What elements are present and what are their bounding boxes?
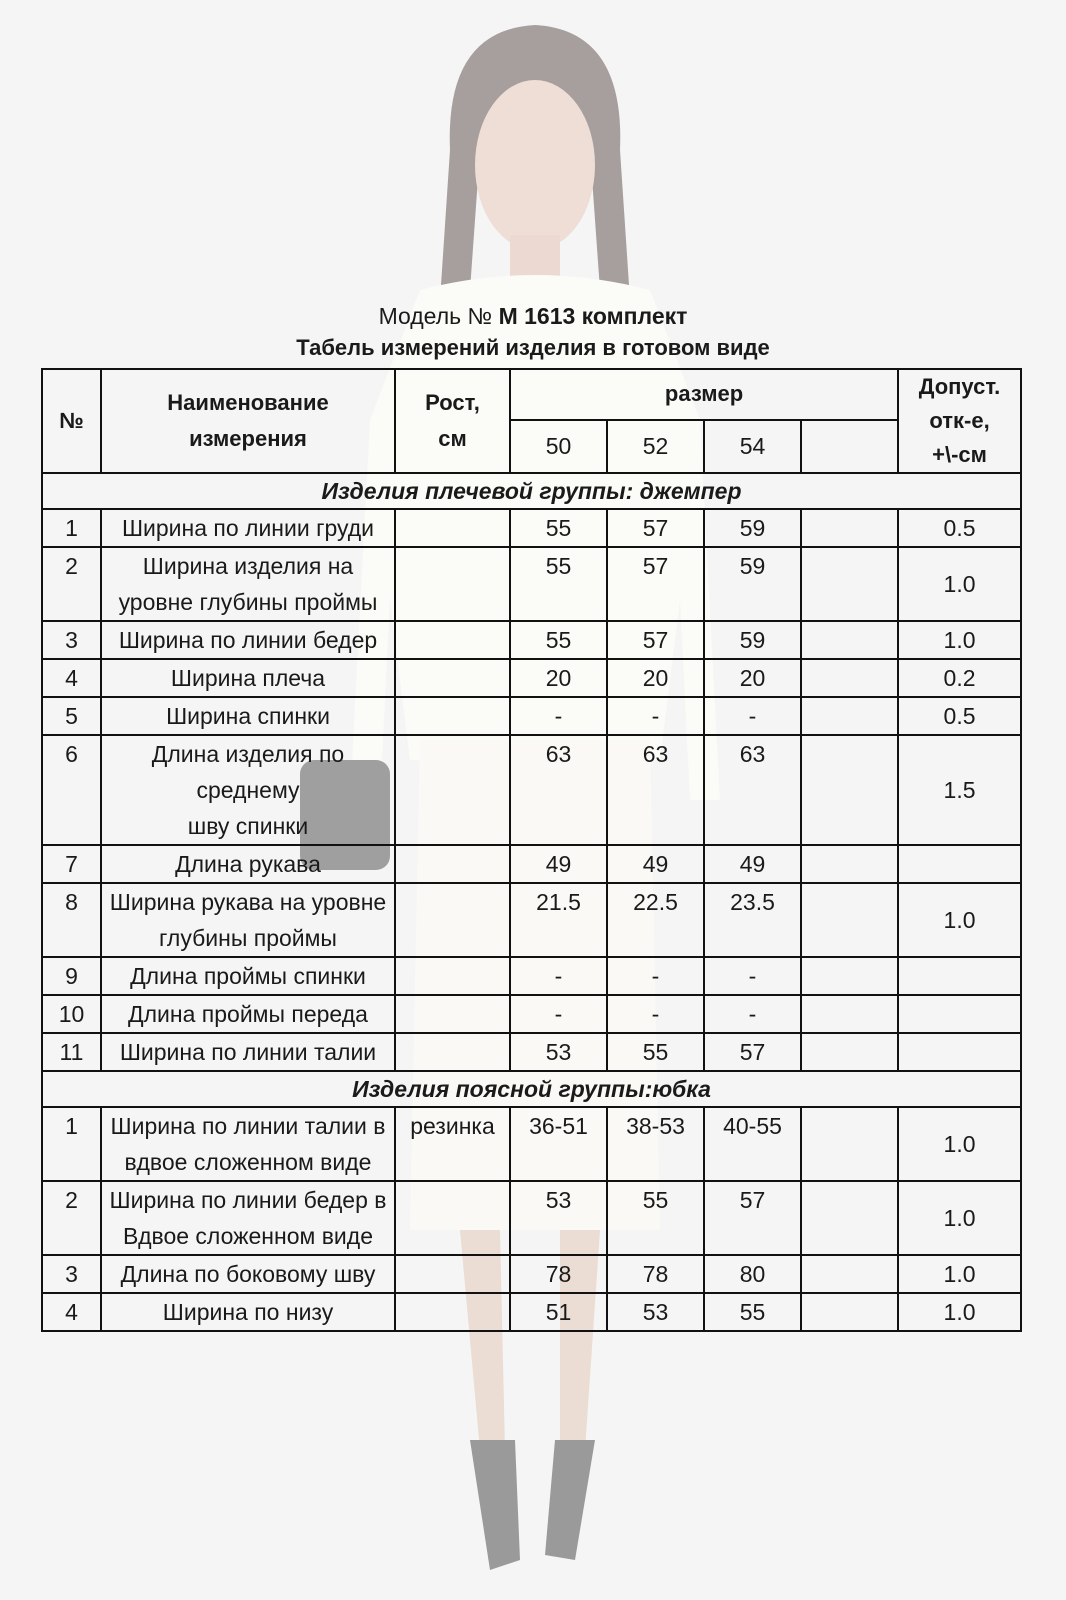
measurement-name — [101, 1255, 395, 1293]
value-size-50: 49 — [510, 845, 607, 883]
value-size-54: 57 — [704, 1181, 801, 1255]
value-size-54: 57 — [704, 1033, 801, 1071]
measurement-name — [101, 509, 395, 547]
height-value — [395, 1255, 510, 1293]
measurement-name-line: вдвое сложенном виде — [124, 1149, 372, 1175]
value-size-50: 55 — [510, 621, 607, 659]
measurement-name-line: Длина изделия по — [151, 741, 345, 767]
tolerance-value — [898, 995, 1021, 1033]
table-row — [42, 659, 1021, 697]
measurement-name-line: Ширина по линии груди — [121, 515, 375, 541]
value-size-extra — [801, 659, 898, 697]
row-number: 3 — [42, 1255, 101, 1293]
value-size-54: 40-55 — [704, 1107, 801, 1181]
height-value — [395, 509, 510, 547]
value-size-50: 20 — [510, 659, 607, 697]
tolerance-value: 1.0 — [898, 547, 1021, 621]
height-value — [395, 735, 510, 845]
tolerance-value: 1.0 — [898, 883, 1021, 957]
table-row — [42, 883, 1021, 957]
tolerance-value: 1.0 — [898, 1293, 1021, 1331]
measurement-name — [101, 1033, 395, 1071]
row-number: 9 — [42, 957, 101, 995]
measurement-name — [101, 995, 395, 1033]
value-size-50: - — [510, 697, 607, 735]
measurement-name-line: среднему — [196, 777, 300, 803]
measurement-name — [101, 1293, 395, 1331]
value-size-50: 55 — [510, 509, 607, 547]
table-row — [42, 735, 1021, 845]
value-size-50: 55 — [510, 547, 607, 621]
value-size-extra — [801, 883, 898, 957]
value-size-52: 55 — [607, 1033, 704, 1071]
tolerance-value: 0.5 — [898, 509, 1021, 547]
row-number: 5 — [42, 697, 101, 735]
table-row — [42, 1107, 1021, 1181]
tolerance-value: 1.0 — [898, 1181, 1021, 1255]
measurement-name-line: Длина по боковому шву — [120, 1261, 376, 1287]
measurement-name-line: Ширина по линии талии в — [110, 1113, 386, 1139]
row-number: 2 — [42, 1181, 101, 1255]
row-number: 6 — [42, 735, 101, 845]
height-value — [395, 1293, 510, 1331]
header-no: № — [42, 369, 101, 473]
model-title — [0, 300, 1066, 332]
measurement-name-line: Ширина по линии бедер в — [109, 1187, 387, 1213]
tolerance-value — [898, 845, 1021, 883]
row-number: 3 — [42, 621, 101, 659]
row-number: 7 — [42, 845, 101, 883]
table-title: Табель измерений изделия в готовом виде — [296, 335, 770, 360]
table-row — [42, 995, 1021, 1033]
value-size-50: 51 — [510, 1293, 607, 1331]
header-tol-line1: Допуст. — [918, 374, 1001, 399]
section-row — [42, 1071, 1021, 1107]
height-value — [395, 957, 510, 995]
measurement-name — [101, 659, 395, 697]
value-size-54: 59 — [704, 547, 801, 621]
value-size-52: 57 — [607, 509, 704, 547]
value-size-extra — [801, 735, 898, 845]
row-number: 2 — [42, 547, 101, 621]
value-size-52: - — [607, 697, 704, 735]
value-size-52: 38-53 — [607, 1107, 704, 1181]
table-row — [42, 509, 1021, 547]
header-tolerance — [898, 369, 1021, 473]
value-size-52: 57 — [607, 547, 704, 621]
measurement-name — [101, 697, 395, 735]
row-number: 10 — [42, 995, 101, 1033]
value-size-54: - — [704, 995, 801, 1033]
table-row — [42, 1181, 1021, 1255]
value-size-52: 57 — [607, 621, 704, 659]
value-size-52: 53 — [607, 1293, 704, 1331]
value-size-50: 63 — [510, 735, 607, 845]
value-size-52: 55 — [607, 1181, 704, 1255]
value-size-50: 53 — [510, 1181, 607, 1255]
value-size-extra — [801, 1181, 898, 1255]
value-size-52: 22.5 — [607, 883, 704, 957]
value-size-extra — [801, 509, 898, 547]
value-size-54: - — [704, 697, 801, 735]
measurement-name-line: Ширина рукава на уровне — [109, 889, 387, 915]
section-row — [42, 473, 1021, 509]
value-size-extra — [801, 995, 898, 1033]
value-size-50: - — [510, 957, 607, 995]
row-number: 1 — [42, 509, 101, 547]
height-value — [395, 547, 510, 621]
value-size-extra — [801, 957, 898, 995]
measurement-table — [41, 368, 1022, 1332]
measurement-name-line: Ширина спинки — [166, 703, 330, 729]
value-size-extra — [801, 1255, 898, 1293]
tolerance-value: 1.0 — [898, 1255, 1021, 1293]
value-size-54: 59 — [704, 509, 801, 547]
tolerance-value: 1.0 — [898, 1107, 1021, 1181]
measurement-name-line: Ширина по низу — [162, 1299, 334, 1325]
value-size-54: 49 — [704, 845, 801, 883]
document-title — [0, 300, 1066, 364]
height-value — [395, 1181, 510, 1255]
measurement-name — [101, 547, 395, 621]
tolerance-value: 0.5 — [898, 697, 1021, 735]
section-title: Изделия поясной группы:юбка — [42, 1071, 1021, 1107]
tolerance-value: 0.2 — [898, 659, 1021, 697]
header-height-line1: Рост, — [425, 390, 480, 415]
value-size-extra — [801, 845, 898, 883]
table-row — [42, 1293, 1021, 1331]
row-number: 4 — [42, 659, 101, 697]
row-number: 8 — [42, 883, 101, 957]
table-row — [42, 1255, 1021, 1293]
height-value — [395, 1033, 510, 1071]
height-value: резинка — [395, 1107, 510, 1181]
value-size-extra — [801, 1293, 898, 1331]
table-row — [42, 957, 1021, 995]
value-size-extra — [801, 1033, 898, 1071]
header-name-line2: измерения — [189, 426, 307, 451]
height-value — [395, 697, 510, 735]
table-row — [42, 845, 1021, 883]
value-size-54: 59 — [704, 621, 801, 659]
value-size-extra — [801, 1107, 898, 1181]
measurement-name — [101, 621, 395, 659]
value-size-extra — [801, 547, 898, 621]
header-height-line2: см — [438, 426, 467, 451]
section-title: Изделия плечевой группы: джемпер — [42, 473, 1021, 509]
height-value — [395, 883, 510, 957]
measurement-name — [101, 1181, 395, 1255]
model-number: M 1613 комплект — [498, 303, 688, 329]
measurement-name-line: Ширина плеча — [170, 665, 326, 691]
table-row — [42, 1033, 1021, 1071]
size-50: 50 — [510, 420, 607, 473]
tolerance-value: 1.0 — [898, 621, 1021, 659]
value-size-54: 55 — [704, 1293, 801, 1331]
height-value — [395, 845, 510, 883]
measurement-name-line: Длина рукава — [175, 851, 321, 877]
measurement-name — [101, 845, 395, 883]
header-size: размер — [510, 369, 898, 420]
value-size-52: 20 — [607, 659, 704, 697]
measurement-name-line: шву спинки — [187, 813, 309, 839]
value-size-50: - — [510, 995, 607, 1033]
measurement-name-line: Вдвое сложенном виде — [122, 1223, 373, 1249]
row-number: 11 — [42, 1033, 101, 1071]
measurement-name — [101, 735, 395, 845]
height-value — [395, 659, 510, 697]
value-size-52: 63 — [607, 735, 704, 845]
value-size-50: 36-51 — [510, 1107, 607, 1181]
measurement-name — [101, 957, 395, 995]
value-size-54: - — [704, 957, 801, 995]
size-52: 52 — [607, 420, 704, 473]
measurement-name — [101, 1107, 395, 1181]
model-prefix: Модель № — [378, 303, 493, 329]
value-size-52: - — [607, 957, 704, 995]
measurement-name-line: уровне глубины проймы — [118, 589, 378, 615]
value-size-52: 49 — [607, 845, 704, 883]
size-empty — [801, 420, 898, 473]
header-name — [101, 369, 395, 473]
measurement-name-line: Ширина по линии талии — [119, 1039, 377, 1065]
size-54: 54 — [704, 420, 801, 473]
tolerance-value — [898, 957, 1021, 995]
value-size-54: 63 — [704, 735, 801, 845]
tolerance-value: 1.5 — [898, 735, 1021, 845]
value-size-50: 78 — [510, 1255, 607, 1293]
measurement-name-line: Ширина изделия на — [142, 553, 354, 579]
value-size-50: 21.5 — [510, 883, 607, 957]
table-row — [42, 697, 1021, 735]
value-size-52: 78 — [607, 1255, 704, 1293]
header-tol-line2: отк-е, — [929, 408, 990, 433]
measurement-name-line: Длина проймы спинки — [130, 963, 366, 989]
measurement-name-line: Ширина по линии бедер — [118, 627, 378, 653]
header-height — [395, 369, 510, 473]
row-number: 4 — [42, 1293, 101, 1331]
tolerance-value — [898, 1033, 1021, 1071]
value-size-54: 80 — [704, 1255, 801, 1293]
height-value — [395, 621, 510, 659]
value-size-extra — [801, 697, 898, 735]
value-size-52: - — [607, 995, 704, 1033]
header-name-line1: Наименование — [167, 390, 329, 415]
value-size-extra — [801, 621, 898, 659]
header-tol-line3: +\-см — [932, 442, 987, 467]
row-number: 1 — [42, 1107, 101, 1181]
measurement-name — [101, 883, 395, 957]
table-row — [42, 621, 1021, 659]
measurement-name-line: глубины проймы — [159, 925, 337, 951]
value-size-54: 23.5 — [704, 883, 801, 957]
measurement-name-line: Длина проймы переда — [128, 1001, 368, 1027]
table-row — [42, 547, 1021, 621]
value-size-50: 53 — [510, 1033, 607, 1071]
value-size-54: 20 — [704, 659, 801, 697]
height-value — [395, 995, 510, 1033]
